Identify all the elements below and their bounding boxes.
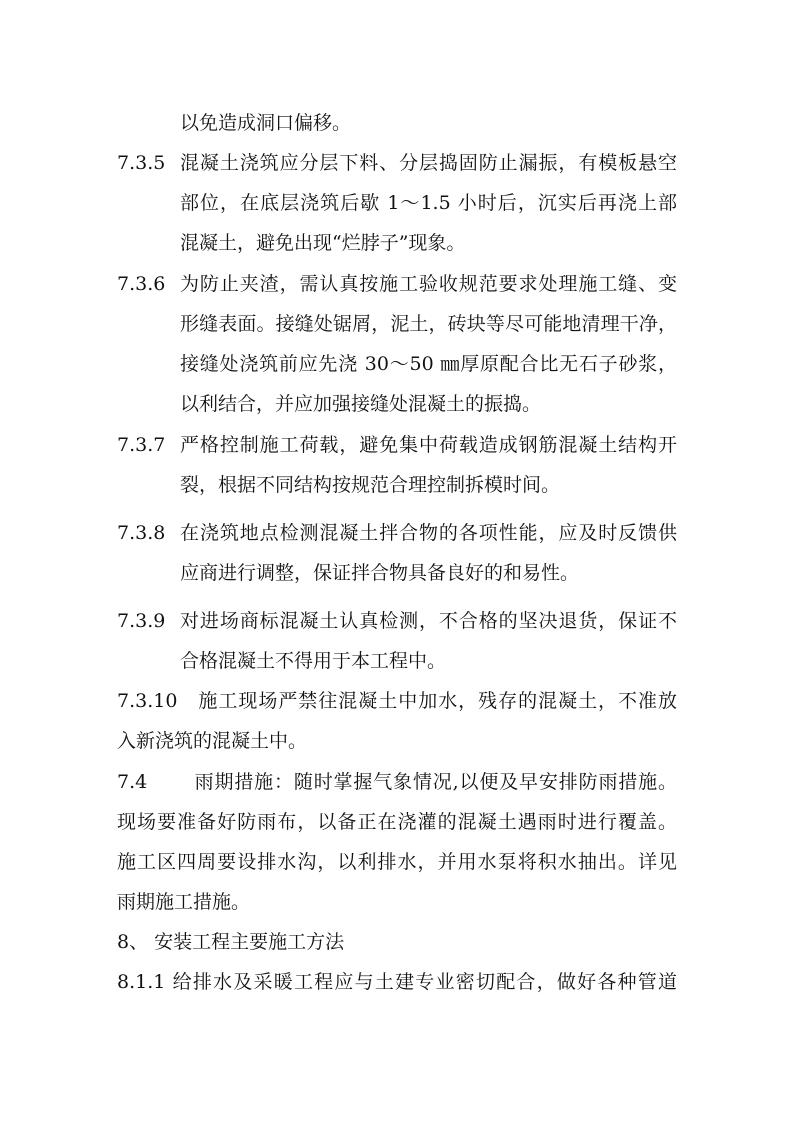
section-number: 7.3.6: [117, 273, 166, 295]
paragraph-text: 合格混凝土不得用于本工程中。: [180, 650, 447, 672]
paragraph-text: 入新浇筑的混凝土中。: [117, 730, 308, 752]
paragraph-text: 7.4 雨期措施：随时掌握气象情况,以便及早安排防雨措施。: [117, 771, 677, 793]
paragraph-text: 施工区四周要设排水沟，以利排水，并用水泵将积水抽出。详见: [117, 851, 677, 873]
paragraph-text: 对进场商标混凝土认真检测，不合格的坚决退货，保证不: [180, 610, 677, 632]
paragraph-text: 部位，在底层浇筑后歇 1～1.5 小时后，沉实后再浇上部: [180, 192, 677, 214]
section-number: 7.3.7: [117, 434, 166, 456]
section-number: 7.3.5: [117, 152, 166, 174]
section-number: 7.3.9: [117, 610, 166, 632]
paragraph-text: 以免造成洞口偏移。: [180, 112, 352, 134]
paragraph-text: 现场要准备好防雨布，以备正在浇灌的混凝土遇雨时进行覆盖。: [117, 811, 677, 833]
paragraph-text: 在浇筑地点检测混凝土拌合物的各项性能，应及时反馈供: [180, 522, 677, 544]
paragraph-text: 混凝土，避免出现“烂脖子”现象。: [180, 232, 466, 254]
paragraph-text: 裂，根据不同结构按规范合理控制拆模时间。: [180, 474, 561, 496]
paragraph-text: 形缝表面。接缝处锯屑，泥土，砖块等尽可能地清理干净，: [180, 313, 677, 335]
paragraph-text: 应商进行调整，保证拌合物具备良好的和易性。: [180, 562, 580, 584]
paragraph-text: 8.1.1 给排水及采暖工程应与土建专业密切配合，做好各种管道: [117, 971, 677, 993]
paragraph-text: 雨期施工措施。: [117, 891, 251, 913]
paragraph-text: 7.3.10 施工现场严禁往混凝土中加水，残存的混凝土，不准放: [117, 690, 677, 712]
section-heading: 8、 安装工程主要施工方法: [117, 931, 345, 953]
paragraph-text: 严格控制施工荷载，避免集中荷载造成钢筋混凝土结构开: [180, 434, 677, 456]
paragraph-text: 为防止夹渣，需认真按施工验收规范要求处理施工缝、变: [180, 273, 677, 295]
paragraph-text: 接缝处浇筑前应先浇 30～50 ㎜厚原配合比无石子砂浆，: [180, 353, 677, 375]
paragraph-text: 混凝土浇筑应分层下料、分层捣固防止漏振，有模板悬空: [180, 152, 677, 174]
paragraph-text: 以利结合，并应加强接缝处混凝土的振捣。: [180, 393, 542, 415]
section-number: 7.3.8: [117, 522, 166, 544]
